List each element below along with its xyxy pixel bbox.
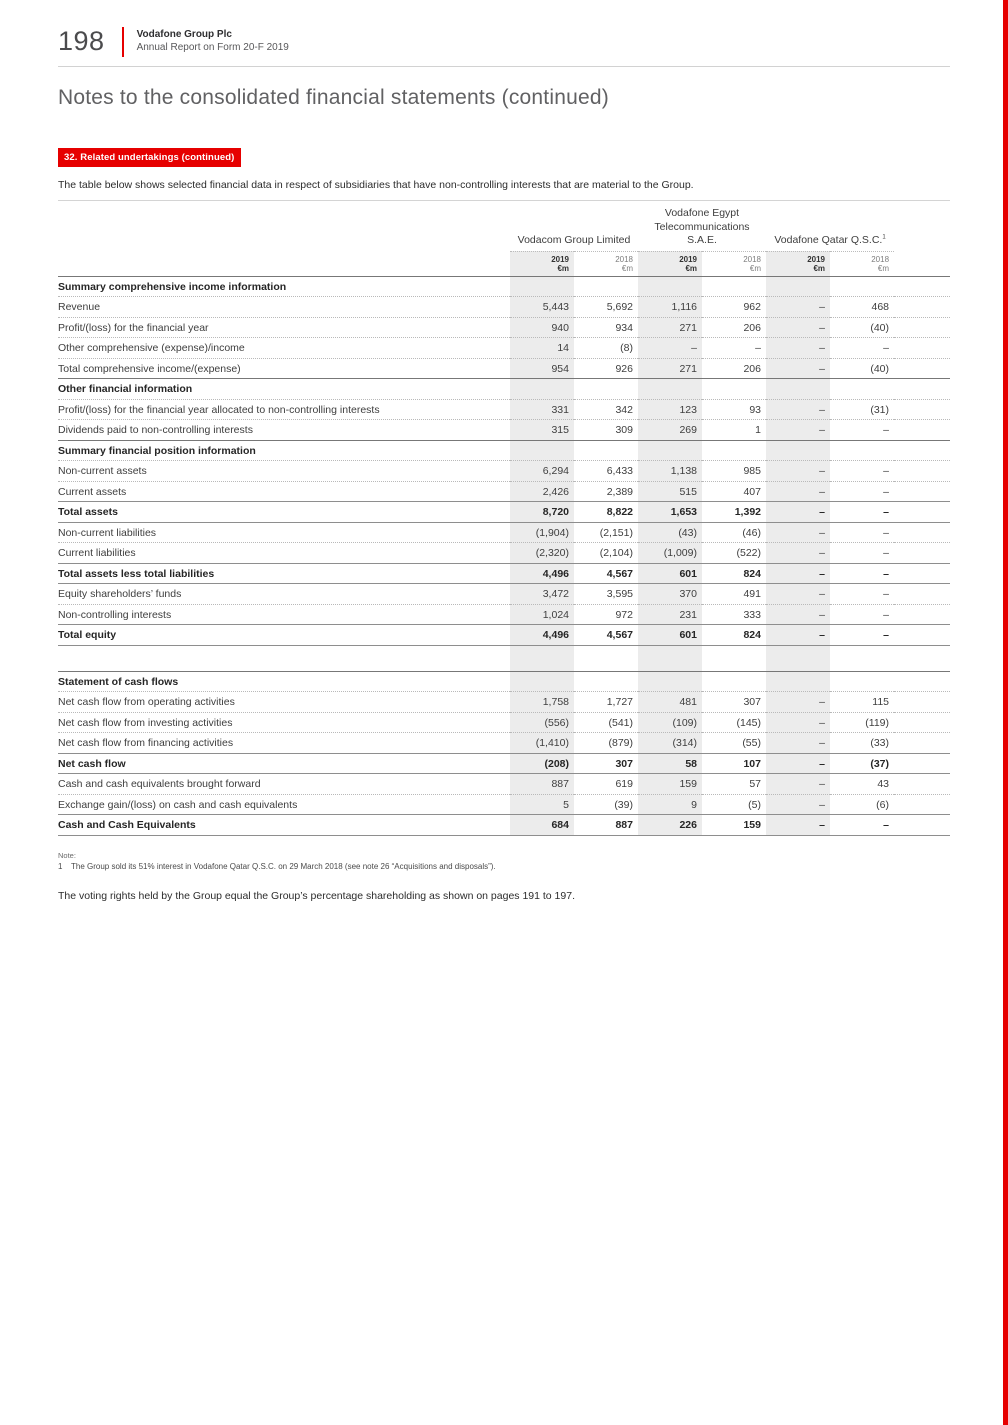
company-name: Vodafone Group Plc — [136, 29, 232, 40]
row-label: Dividends paid to non-controlling interests — [58, 420, 510, 441]
value-cell — [702, 440, 766, 461]
row-tail-spacer — [894, 502, 950, 523]
value-cell: (40) — [830, 317, 894, 338]
row-tail-spacer — [894, 794, 950, 815]
value-cell: (1,410) — [510, 733, 574, 754]
table-row-data — [58, 461, 950, 482]
year-header-tail — [894, 251, 950, 276]
value-cell: – — [830, 481, 894, 502]
table-row-section — [58, 671, 950, 692]
value-cell — [638, 379, 702, 400]
value-cell: – — [766, 522, 830, 543]
row-tail-spacer — [894, 712, 950, 733]
group-header-row — [58, 201, 950, 252]
value-cell: (119) — [830, 712, 894, 733]
value-cell: 57 — [702, 774, 766, 795]
value-cell: – — [766, 753, 830, 774]
year-header-empty — [58, 251, 510, 276]
value-cell: – — [766, 420, 830, 441]
page-title: Notes to the consolidated financial statements (continued) — [58, 86, 609, 109]
table-row-data — [58, 317, 950, 338]
value-cell: 309 — [574, 420, 638, 441]
value-cell: 601 — [638, 563, 702, 584]
value-cell: (1,009) — [638, 543, 702, 564]
value-cell: 58 — [638, 753, 702, 774]
row-label: Net cash flow — [58, 753, 510, 774]
value-cell — [830, 671, 894, 692]
value-cell: – — [766, 774, 830, 795]
value-cell: – — [766, 733, 830, 754]
value-cell: 962 — [702, 297, 766, 318]
year-header-cell: 2018 €m — [574, 251, 638, 276]
value-cell: – — [766, 604, 830, 625]
value-cell: 206 — [702, 358, 766, 379]
row-label: Non-controlling interests — [58, 604, 510, 625]
value-cell: – — [830, 543, 894, 564]
value-cell — [638, 645, 702, 671]
value-cell: (2,151) — [574, 522, 638, 543]
value-cell: 481 — [638, 692, 702, 713]
table-row-section — [58, 440, 950, 461]
value-cell: (6) — [830, 794, 894, 815]
row-tail-spacer — [894, 645, 950, 671]
value-cell: 2,389 — [574, 481, 638, 502]
value-cell — [638, 440, 702, 461]
table-row-data — [58, 604, 950, 625]
row-label: Equity shareholders’ funds — [58, 584, 510, 605]
value-cell — [830, 440, 894, 461]
value-cell: (145) — [702, 712, 766, 733]
value-cell — [702, 276, 766, 297]
value-cell: 887 — [574, 815, 638, 836]
value-cell — [510, 645, 574, 671]
row-tail-spacer — [894, 461, 950, 482]
value-cell: 887 — [510, 774, 574, 795]
page-edge-red-bar — [1003, 0, 1008, 1425]
row-label: Total comprehensive income/(expense) — [58, 358, 510, 379]
value-cell — [574, 671, 638, 692]
row-label: Total assets less total liabilities — [58, 563, 510, 584]
row-tail-spacer — [894, 543, 950, 564]
row-label: Net cash flow from financing activities — [58, 733, 510, 754]
row-tail-spacer — [894, 481, 950, 502]
row-tail-spacer — [894, 276, 950, 297]
value-cell: 1,653 — [638, 502, 702, 523]
value-cell: (55) — [702, 733, 766, 754]
value-cell: – — [830, 338, 894, 359]
row-label: Profit/(loss) for the financial year — [58, 317, 510, 338]
row-tail-spacer — [894, 358, 950, 379]
table-row-data — [58, 692, 950, 713]
table-row-data — [58, 297, 950, 318]
value-cell: 972 — [574, 604, 638, 625]
value-cell: – — [766, 625, 830, 646]
value-cell — [510, 671, 574, 692]
table-row-section — [58, 379, 950, 400]
value-cell: (39) — [574, 794, 638, 815]
value-cell: 468 — [830, 297, 894, 318]
value-cell: – — [766, 297, 830, 318]
row-tail-spacer — [894, 420, 950, 441]
value-cell: – — [766, 358, 830, 379]
value-cell: 1,116 — [638, 297, 702, 318]
value-cell: – — [638, 338, 702, 359]
year-header-cell: 2019 €m — [638, 251, 702, 276]
value-cell: – — [830, 604, 894, 625]
note-number: 1 — [58, 861, 63, 871]
value-cell: 206 — [702, 317, 766, 338]
row-label: Revenue — [58, 297, 510, 318]
value-cell: 934 — [574, 317, 638, 338]
group-footnote-ref: 1 — [882, 234, 886, 241]
row-tail-spacer — [894, 297, 950, 318]
value-cell: – — [766, 317, 830, 338]
value-cell: 333 — [702, 604, 766, 625]
value-cell: – — [766, 481, 830, 502]
value-cell: – — [766, 399, 830, 420]
group-header-vodacom — [510, 201, 638, 252]
table-row-total — [58, 563, 950, 584]
value-cell: 491 — [702, 584, 766, 605]
row-label: Exchange gain/(loss) on cash and cash equivalents — [58, 794, 510, 815]
table-row-section — [58, 276, 950, 297]
value-cell: 824 — [702, 563, 766, 584]
value-cell: 4,496 — [510, 625, 574, 646]
value-cell — [830, 276, 894, 297]
value-cell: 601 — [638, 625, 702, 646]
value-cell: (2,104) — [574, 543, 638, 564]
value-cell: (33) — [830, 733, 894, 754]
value-cell: – — [766, 712, 830, 733]
value-cell: 4,567 — [574, 625, 638, 646]
note-text: The Group sold its 51% interest in Vodafone Qatar Q.S.C. on 29 March 2018 (see note 26 “Acquisitions and disposals”). — [71, 861, 496, 871]
row-label: Other comprehensive (expense)/income — [58, 338, 510, 359]
row-tail-spacer — [894, 753, 950, 774]
value-cell: 6,294 — [510, 461, 574, 482]
table-row-data — [58, 338, 950, 359]
row-tail-spacer — [894, 440, 950, 461]
value-cell: – — [830, 815, 894, 836]
row-label: Net cash flow from investing activities — [58, 712, 510, 733]
row-tail-spacer — [894, 522, 950, 543]
row-label: Net cash flow from operating activities — [58, 692, 510, 713]
value-cell: 5,443 — [510, 297, 574, 318]
value-cell — [766, 645, 830, 671]
header-red-divider — [122, 27, 124, 57]
row-tail-spacer — [894, 774, 950, 795]
year-header-cell: 2018 €m — [702, 251, 766, 276]
value-cell: 271 — [638, 358, 702, 379]
value-cell: 1 — [702, 420, 766, 441]
value-cell: (2,320) — [510, 543, 574, 564]
group-header-egypt — [638, 201, 766, 252]
year-header-cell: 2018 €m — [830, 251, 894, 276]
value-cell: 515 — [638, 481, 702, 502]
value-cell: 2,426 — [510, 481, 574, 502]
value-cell — [702, 379, 766, 400]
value-cell: 940 — [510, 317, 574, 338]
row-tail-spacer — [894, 815, 950, 836]
page-number: 198 — [58, 26, 105, 56]
table-row-data — [58, 481, 950, 502]
value-cell: 1,024 — [510, 604, 574, 625]
value-cell: – — [830, 563, 894, 584]
value-cell: – — [766, 502, 830, 523]
value-cell: 115 — [830, 692, 894, 713]
row-label: Summary financial position information — [58, 440, 510, 461]
value-cell — [574, 440, 638, 461]
row-label: Summary comprehensive income information — [58, 276, 510, 297]
row-label: Profit/(loss) for the financial year allocated to non-controlling interests — [58, 399, 510, 420]
value-cell — [574, 645, 638, 671]
value-cell: 342 — [574, 399, 638, 420]
value-cell: 8,720 — [510, 502, 574, 523]
row-label: Other financial information — [58, 379, 510, 400]
value-cell: (46) — [702, 522, 766, 543]
value-cell: 107 — [702, 753, 766, 774]
value-cell: – — [766, 338, 830, 359]
group-name: Vodafone Egypt Telecommunications S.A.E. — [654, 207, 750, 247]
value-cell — [830, 379, 894, 400]
value-cell: 315 — [510, 420, 574, 441]
table-row-data — [58, 543, 950, 564]
value-cell: 231 — [638, 604, 702, 625]
header-text — [137, 26, 289, 54]
group-header-empty — [58, 201, 510, 252]
group-header-qatar — [766, 201, 894, 252]
year-header-row — [58, 251, 950, 276]
financial-table — [58, 200, 950, 836]
value-cell: 43 — [830, 774, 894, 795]
value-cell: 824 — [702, 625, 766, 646]
value-cell: (522) — [702, 543, 766, 564]
value-cell: 271 — [638, 317, 702, 338]
value-cell: – — [766, 584, 830, 605]
value-cell: 4,567 — [574, 563, 638, 584]
table-row-data — [58, 522, 950, 543]
note-item — [58, 861, 950, 873]
row-label: Current assets — [58, 481, 510, 502]
value-cell — [766, 440, 830, 461]
value-cell: 3,595 — [574, 584, 638, 605]
row-tail-spacer — [894, 379, 950, 400]
group-name: Vodafone Qatar Q.S.C. — [774, 234, 883, 247]
group-header-tail — [894, 201, 950, 252]
closing-text: The voting rights held by the Group equal the Group’s percentage shareholding as shown on pages 191 to 197. — [58, 889, 575, 902]
value-cell: 926 — [574, 358, 638, 379]
value-cell — [702, 671, 766, 692]
row-label: Total assets — [58, 502, 510, 523]
row-tail-spacer — [894, 563, 950, 584]
value-cell: – — [702, 338, 766, 359]
table-row-total — [58, 815, 950, 836]
table-row-data — [58, 420, 950, 441]
value-cell — [702, 645, 766, 671]
value-cell: 985 — [702, 461, 766, 482]
value-cell: 1,138 — [638, 461, 702, 482]
value-cell: (40) — [830, 358, 894, 379]
value-cell — [638, 671, 702, 692]
section-badge: 32. Related undertakings (continued) — [58, 148, 241, 167]
value-cell: 6,433 — [574, 461, 638, 482]
group-name: Vodacom Group Limited — [517, 234, 631, 247]
table-row-data — [58, 733, 950, 754]
row-label: Non-current assets — [58, 461, 510, 482]
value-cell — [510, 276, 574, 297]
value-cell: (879) — [574, 733, 638, 754]
value-cell: – — [830, 461, 894, 482]
row-tail-spacer — [894, 671, 950, 692]
value-cell — [830, 645, 894, 671]
row-label: Cash and Cash Equivalents — [58, 815, 510, 836]
value-cell: 1,758 — [510, 692, 574, 713]
value-cell: (8) — [574, 338, 638, 359]
value-cell: 684 — [510, 815, 574, 836]
report-name: Annual Report on Form 20-F 2019 — [136, 42, 289, 53]
year-header-cell: 2019 €m — [766, 251, 830, 276]
value-cell: 619 — [574, 774, 638, 795]
value-cell: 159 — [702, 815, 766, 836]
value-cell: 3,472 — [510, 584, 574, 605]
row-tail-spacer — [894, 399, 950, 420]
table-row-data — [58, 399, 950, 420]
value-cell: 93 — [702, 399, 766, 420]
value-cell: – — [830, 584, 894, 605]
value-cell: (31) — [830, 399, 894, 420]
value-cell: 123 — [638, 399, 702, 420]
value-cell: 370 — [638, 584, 702, 605]
table-row-spacer — [58, 645, 950, 671]
value-cell: – — [766, 794, 830, 815]
table-row-data — [58, 774, 950, 795]
value-cell: 4,496 — [510, 563, 574, 584]
table-row-total — [58, 753, 950, 774]
row-label: Statement of cash flows — [58, 671, 510, 692]
row-tail-spacer — [894, 317, 950, 338]
note-label: Note: — [58, 850, 76, 860]
value-cell: (208) — [510, 753, 574, 774]
value-cell — [574, 276, 638, 297]
value-cell: – — [766, 815, 830, 836]
value-cell: (5) — [702, 794, 766, 815]
value-cell: (43) — [638, 522, 702, 543]
table-row-data — [58, 712, 950, 733]
row-label: Non-current liabilities — [58, 522, 510, 543]
row-tail-spacer — [894, 625, 950, 646]
year-header-cell: 2019 €m — [510, 251, 574, 276]
value-cell: 307 — [574, 753, 638, 774]
header-rule — [58, 66, 950, 67]
row-label — [58, 645, 510, 671]
table-row-total — [58, 502, 950, 523]
value-cell: – — [830, 625, 894, 646]
value-cell: 954 — [510, 358, 574, 379]
value-cell — [766, 671, 830, 692]
table-row-data — [58, 794, 950, 815]
value-cell: – — [830, 502, 894, 523]
row-tail-spacer — [894, 584, 950, 605]
intro-text: The table below shows selected financial data in respect of subsidiaries that have non-controlling interests that are material to the Group. — [58, 179, 694, 191]
row-label: Total equity — [58, 625, 510, 646]
row-tail-spacer — [894, 338, 950, 359]
value-cell: – — [766, 692, 830, 713]
row-tail-spacer — [894, 604, 950, 625]
value-cell: 269 — [638, 420, 702, 441]
row-label: Current liabilities — [58, 543, 510, 564]
value-cell: 407 — [702, 481, 766, 502]
value-cell — [766, 276, 830, 297]
value-cell — [766, 379, 830, 400]
page-header — [58, 26, 950, 57]
value-cell: (541) — [574, 712, 638, 733]
value-cell — [510, 379, 574, 400]
value-cell: (109) — [638, 712, 702, 733]
value-cell: 5 — [510, 794, 574, 815]
notes-section — [58, 850, 950, 873]
value-cell: (37) — [830, 753, 894, 774]
value-cell: (1,904) — [510, 522, 574, 543]
value-cell: 1,392 — [702, 502, 766, 523]
value-cell: 307 — [702, 692, 766, 713]
value-cell: – — [830, 420, 894, 441]
value-cell: 331 — [510, 399, 574, 420]
value-cell: 1,727 — [574, 692, 638, 713]
value-cell: 159 — [638, 774, 702, 795]
row-tail-spacer — [894, 692, 950, 713]
row-tail-spacer — [894, 733, 950, 754]
value-cell — [638, 276, 702, 297]
table-row-data — [58, 358, 950, 379]
value-cell: 8,822 — [574, 502, 638, 523]
table-row-data — [58, 584, 950, 605]
value-cell: 226 — [638, 815, 702, 836]
value-cell: 9 — [638, 794, 702, 815]
value-cell — [574, 379, 638, 400]
value-cell: (314) — [638, 733, 702, 754]
row-label: Cash and cash equivalents brought forward — [58, 774, 510, 795]
value-cell: 5,692 — [574, 297, 638, 318]
financial-table-body — [58, 276, 950, 835]
value-cell: 14 — [510, 338, 574, 359]
table-row-total — [58, 625, 950, 646]
value-cell: – — [766, 563, 830, 584]
value-cell — [510, 440, 574, 461]
value-cell: – — [766, 461, 830, 482]
value-cell: (556) — [510, 712, 574, 733]
value-cell: – — [830, 522, 894, 543]
value-cell: – — [766, 543, 830, 564]
